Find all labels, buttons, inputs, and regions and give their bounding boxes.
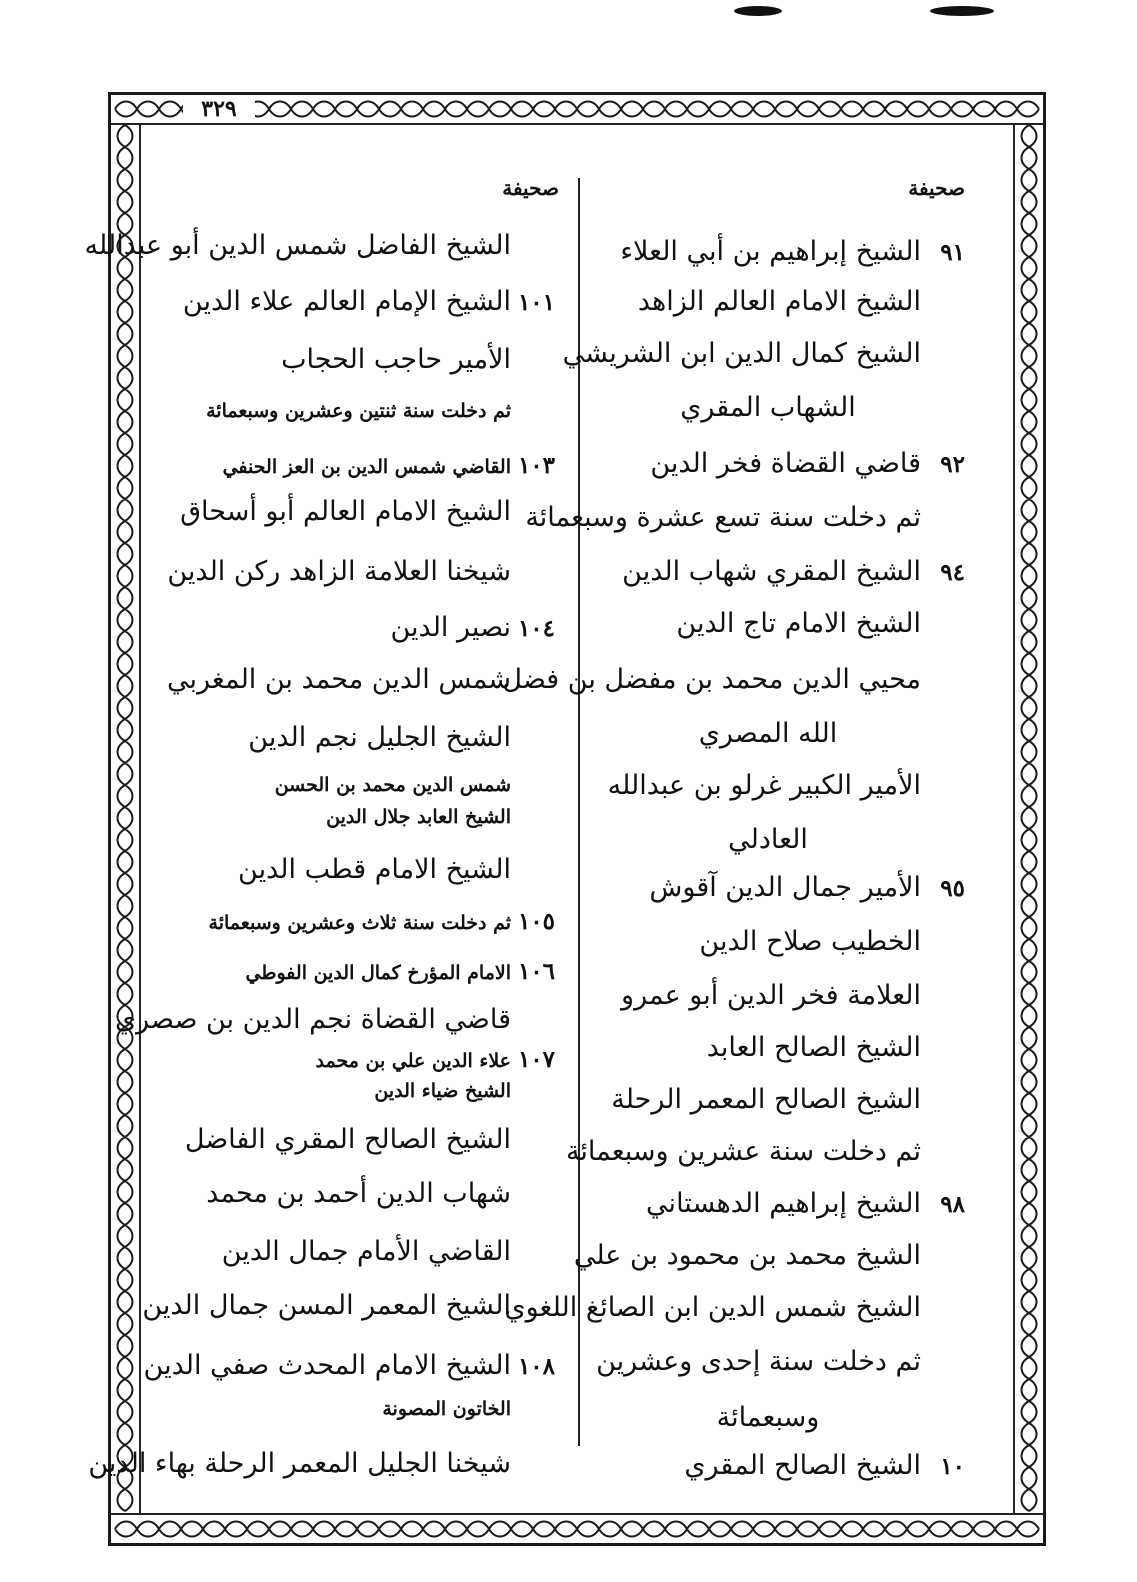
- page-reference-number: ١٠٥: [517, 908, 555, 935]
- page-reference-number: ١٠٤: [517, 615, 555, 642]
- page-reference-number: ٩٤: [940, 559, 965, 586]
- entry-title: الأمير جمال الدين آقوش: [649, 872, 921, 903]
- left-column-entry: [155, 1398, 555, 1420]
- left-column-entry: [115, 1004, 555, 1035]
- entry-title: الأمير حاجب الحجاب: [281, 344, 511, 375]
- page-reference-number: ١٠: [940, 1453, 965, 1480]
- column-header-left: صحيفة: [502, 176, 559, 200]
- entry-title: الشيخ محمد بن محمود بن علي: [573, 1240, 921, 1271]
- entry-title: الأمير الكبير غرلو بن عبدالله: [607, 770, 921, 801]
- entry-title: الشيخ الجليل نجم الدين: [248, 722, 511, 753]
- left-column-entry: [155, 958, 555, 985]
- entry-title: الشيخ شمس الدين ابن الصائغ اللغوي: [504, 1292, 921, 1323]
- entry-title: ثم دخلت سنة عشرين وسبعمائة: [565, 1136, 921, 1167]
- entry-title: شمس الدين محمد بن الحسن: [274, 774, 511, 796]
- left-column-entry: [155, 1236, 555, 1267]
- entry-title: الشيخ الصالح المعمر الرحلة: [611, 1084, 921, 1115]
- entry-title: العلامة فخر الدين أبو عمرو: [621, 980, 921, 1011]
- right-column-entry: [575, 448, 965, 479]
- entry-title: ثم دخلت سنة إحدى وعشرين: [596, 1346, 921, 1377]
- page-number: ٣٢٩: [183, 95, 255, 123]
- left-column-entry: [88, 1448, 555, 1479]
- right-column-entry: [575, 824, 965, 855]
- entry-title: الشيخ الصالح المقري: [684, 1450, 921, 1481]
- left-column-entry: [155, 556, 555, 587]
- entry-title: القاضي الأمام جمال الدين: [221, 1236, 511, 1267]
- entry-title: شهاب الدين أحمد بن محمد: [206, 1178, 511, 1209]
- left-column-entry: [142, 1290, 555, 1321]
- entry-title: الخطيب صلاح الدين: [699, 926, 921, 957]
- right-column-entry: [575, 608, 965, 639]
- left-column-entry: [155, 722, 555, 753]
- left-column-entry: [155, 908, 555, 935]
- right-column-entry: [575, 556, 965, 587]
- left-column-entry: [143, 1350, 555, 1381]
- entry-title: الشيخ الامام المحدث صفي الدين: [143, 1350, 511, 1381]
- entry-title: الشيخ الفاضل شمس الدين أبو عبدالله: [84, 230, 511, 261]
- right-column-entry: [575, 392, 965, 423]
- column-header-right: صحيفة: [908, 176, 965, 200]
- entry-title: نصير الدين: [390, 612, 511, 643]
- entry-title: علاء الدين علي بن محمد: [315, 1050, 511, 1072]
- page-reference-number: ١٠١: [517, 289, 555, 316]
- scan-mark-right: [930, 6, 994, 16]
- page-reference-number: ٩٥: [940, 875, 965, 902]
- right-column-entry: [504, 1292, 965, 1323]
- right-column-entry: [575, 286, 965, 317]
- entry-title: شيخنا الجليل المعمر الرحلة بهاء الدين: [88, 1448, 511, 1479]
- entry-title: الشيخ الصالح المقري الفاضل: [184, 1124, 511, 1155]
- entry-title: الشيخ الامام العالم أبو أسحاق: [180, 496, 511, 527]
- left-column-entry: [155, 400, 555, 422]
- entry-title: محيي الدين محمد بن مفضل بن فضل: [502, 664, 921, 695]
- right-column-entry: [575, 718, 965, 749]
- left-column-entry: [155, 1046, 555, 1073]
- right-column-entry: [575, 980, 965, 1011]
- entry-title: ثم دخلت سنة ثنتين وعشرين وسبعمائة: [206, 400, 511, 422]
- entry-title: قاضي القضاة فخر الدين: [650, 448, 921, 479]
- entry-title: الشيخ إبراهيم بن أبي العلاء: [620, 236, 921, 267]
- entry-title: القاضي شمس الدين بن العز الحنفي: [222, 456, 511, 478]
- right-column-entry: [575, 1346, 965, 1377]
- entry-title: الشيخ الإمام العالم علاء الدين: [182, 286, 511, 317]
- entry-title: الشيخ العابد جلال الدين: [326, 806, 511, 828]
- right-column-entry: [525, 502, 965, 533]
- right-column-entry: [575, 236, 965, 267]
- right-column-entry: [562, 338, 965, 369]
- left-column-entry: [84, 230, 555, 261]
- right-column-entry: [575, 1188, 965, 1219]
- page-reference-number: ١٠٣: [517, 452, 555, 479]
- entry-title: الشيخ كمال الدين ابن الشريشي: [562, 338, 921, 369]
- entry-title: الشيخ إبراهيم الدهستاني: [646, 1188, 921, 1219]
- entry-title: الله المصري: [698, 718, 838, 749]
- right-column-entry: [575, 1084, 965, 1115]
- left-column-entry: [155, 664, 555, 695]
- page-reference-number: ١٠٧: [517, 1046, 555, 1073]
- entry-title: الشيخ الصالح العابد: [706, 1032, 921, 1063]
- entry-title: الشيخ الامام قطب الدين: [238, 854, 511, 885]
- entry-title: شيخنا العلامة الزاهد ركن الدين: [167, 556, 511, 587]
- entry-title: الامام المؤرخ كمال الدين الفوطي: [245, 962, 511, 984]
- entry-title: الشهاب المقري: [680, 392, 856, 423]
- left-column-entry: [155, 1080, 555, 1102]
- entry-title: شمس الدين محمد بن المغربي: [167, 664, 511, 695]
- entry-title: ثم دخلت سنة تسع عشرة وسبعمائة: [525, 502, 921, 533]
- entry-title: الشيخ المقري شهاب الدين: [622, 556, 921, 587]
- left-column-entry: [155, 286, 555, 317]
- entry-title: وسبعمائة: [716, 1402, 820, 1433]
- page-reference-number: ٩١: [940, 239, 965, 266]
- right-column-entry: [575, 1240, 965, 1271]
- right-column-entry: [575, 1450, 965, 1481]
- right-column-entry: [565, 1136, 965, 1167]
- page-reference-number: ٩٢: [940, 451, 965, 478]
- right-column-entry: [502, 664, 965, 695]
- right-column-entry: [575, 770, 965, 801]
- entry-title: الشيخ الامام العالم الزاهد: [637, 286, 921, 317]
- page-reference-number: ٩٨: [940, 1191, 965, 1218]
- scan-mark-left: [734, 6, 782, 16]
- entry-title: الشيخ الامام تاج الدين: [676, 608, 921, 639]
- left-column-entry: [155, 452, 555, 479]
- right-column-entry: [575, 1402, 965, 1433]
- entry-title: قاضي القضاة نجم الدين بن صصري: [115, 1004, 511, 1035]
- page-reference-number: ١٠٨: [517, 1353, 555, 1380]
- right-column-entry: [575, 1032, 965, 1063]
- left-column-entry: [155, 1178, 555, 1209]
- left-column-entry: [155, 612, 555, 643]
- left-column-entry: [155, 496, 555, 527]
- entry-title: الخاتون المصونة: [382, 1398, 511, 1420]
- right-column-entry: [575, 926, 965, 957]
- left-column-entry: [155, 854, 555, 885]
- entry-title: العادلي: [728, 824, 808, 855]
- right-column-entry: [575, 872, 965, 903]
- left-column-entry: [155, 1124, 555, 1155]
- entry-title: ثم دخلت سنة ثلاث وعشرين وسبعمائة: [208, 912, 511, 934]
- left-column-entry: [155, 344, 555, 375]
- left-column-entry: [155, 774, 555, 796]
- left-column-entry: [155, 806, 555, 828]
- entry-title: الشيخ المعمر المسن جمال الدين: [142, 1290, 511, 1321]
- page-reference-number: ١٠٦: [517, 958, 555, 985]
- entry-title: الشيخ ضياء الدين: [374, 1080, 511, 1102]
